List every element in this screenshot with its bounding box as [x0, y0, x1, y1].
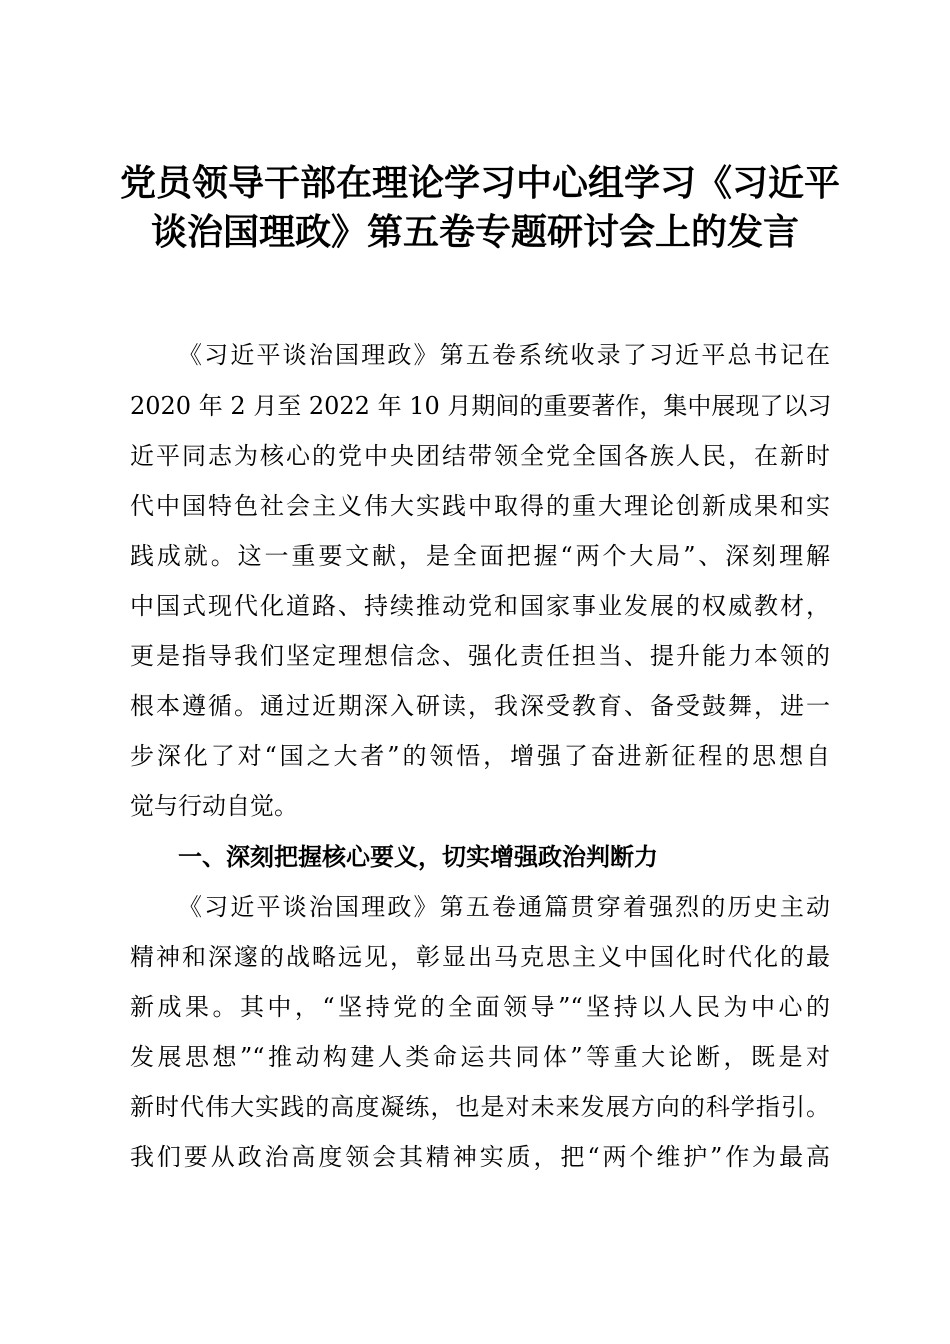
document-title-line-1: 党员领导干部在理论学习中心组学习《习近平 — [120, 162, 841, 204]
paragraph-1-line: 践成就。这一重要文献，是全面把握“两个大局”、深刻理解 — [130, 542, 830, 570]
paragraph-1-line: 代中国特色社会主义伟大实践中取得的重大理论创新成果和实 — [130, 492, 830, 520]
paragraph-2-line: 新时代伟大实践的高度凝练，也是对未来发展方向的科学指引。 — [130, 1093, 830, 1121]
paragraph-1-line: 《习近平谈治国理政》第五卷系统收录了习近平总书记在 — [178, 341, 830, 369]
paragraph-1-line: 觉与行动自觉。 — [130, 792, 298, 820]
paragraph-1-line: 近平同志为核心的党中央团结带领全党全国各族人民，在新时 — [130, 442, 830, 470]
paragraph-2-line: 《习近平谈治国理政》第五卷通篇贯穿着强烈的历史主动 — [178, 893, 830, 921]
section-1-heading: 一、深刻把握核心要义，切实增强政治判断力 — [178, 843, 658, 871]
document-title-line-2: 谈治国理政》第五卷专题研讨会上的发言 — [150, 211, 799, 253]
paragraph-1-line: 步深化了对“国之大者”的领悟，增强了奋进新征程的思想自 — [130, 742, 830, 770]
paragraph-1-line: 中国式现代化道路、持续推动党和国家事业发展的权威教材， — [130, 592, 830, 620]
paragraph-1-line: 更是指导我们坚定理想信念、强化责任担当、提升能力本领的 — [130, 642, 830, 670]
paragraph-2-line: 发展思想”“推动构建人类命运共同体”等重大论断，既是对 — [130, 1043, 830, 1071]
paragraph-2-line: 新成果。其中，“坚持党的全面领导”“坚持以人民为中心的 — [130, 993, 830, 1021]
paragraph-2-line: 我们要从政治高度领会其精神实质，把“两个维护”作为最高 — [130, 1143, 830, 1171]
paragraph-2-line: 精神和深邃的战略远见，彰显出马克思主义中国化时代化的最 — [130, 943, 830, 971]
paragraph-1-line: 根本遵循。通过近期深入研读，我深受教育、备受鼓舞，进一 — [130, 692, 830, 720]
paragraph-1-line: 2020 年 2 月至 2022 年 10 月期间的重要著作，集中展现了以习 — [130, 392, 832, 420]
